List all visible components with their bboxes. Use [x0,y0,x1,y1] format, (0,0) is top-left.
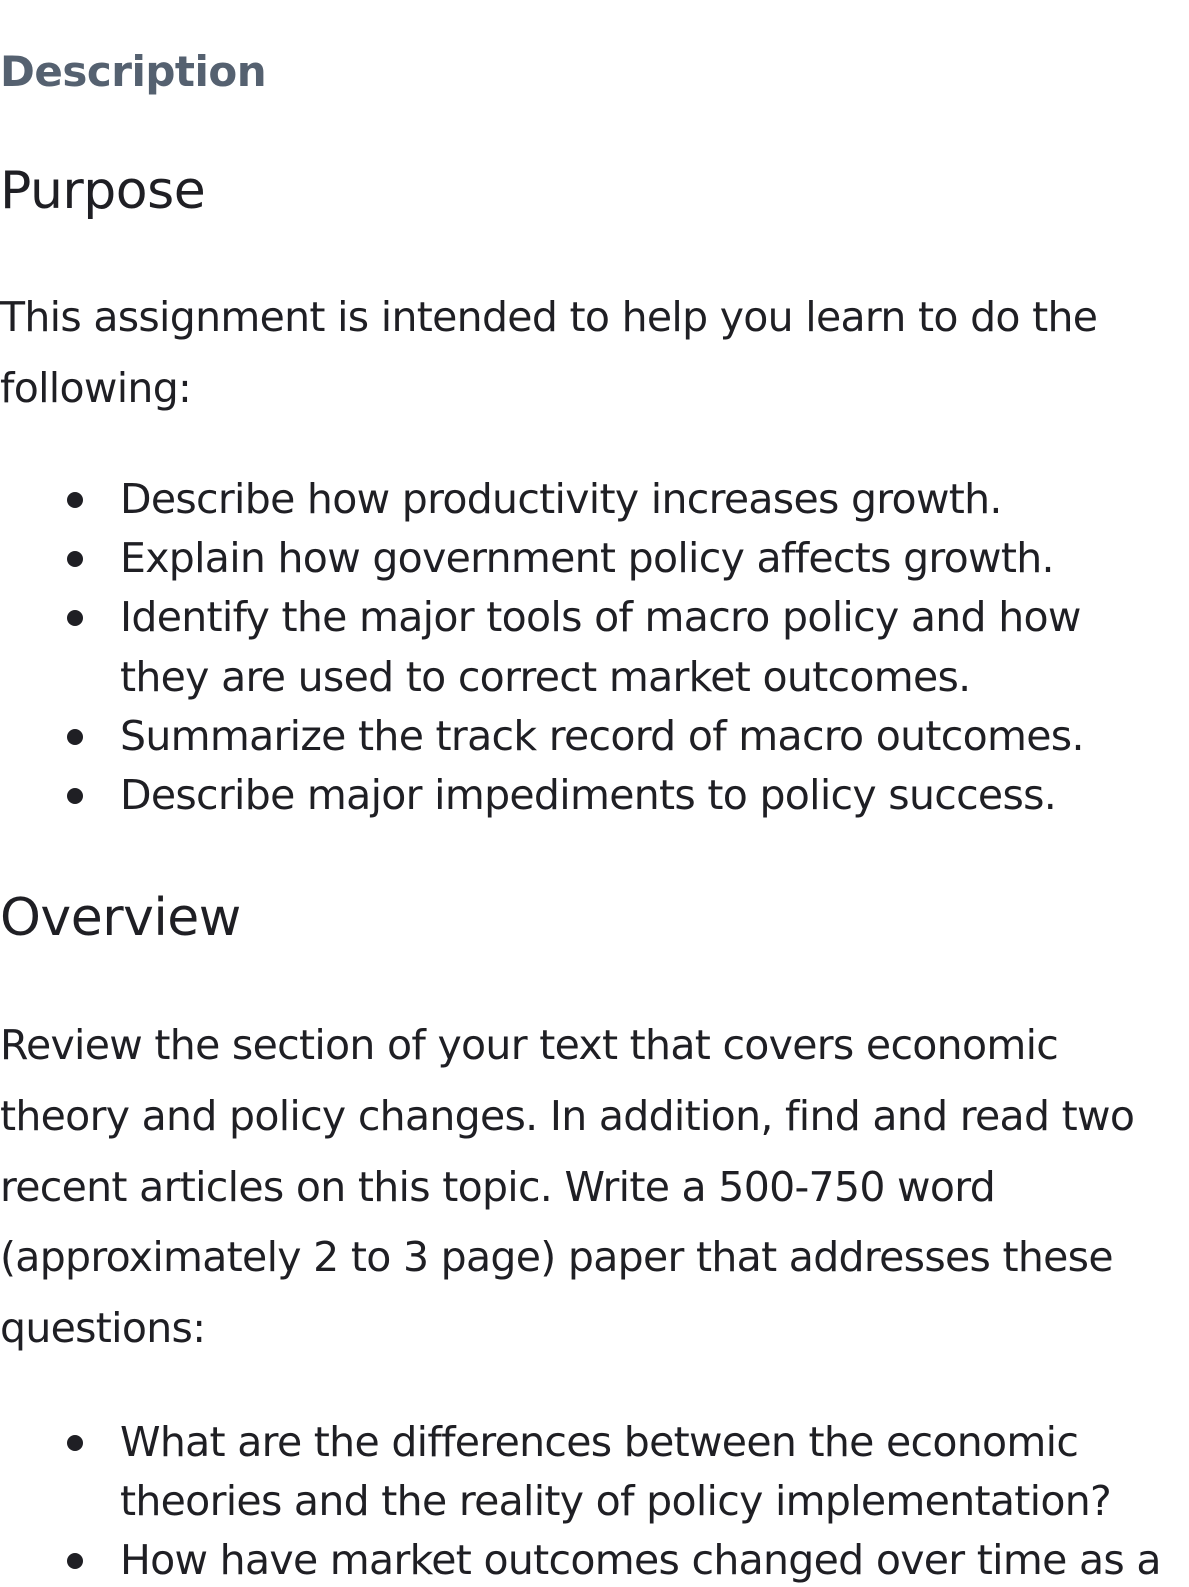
list-item [0,529,1180,588]
section-label: Description [0,47,267,96]
bullet-icon [67,1553,83,1569]
objective-text: Explain how government policy affects growth. [120,534,1054,583]
bullet-icon [67,788,83,804]
objective-text: Describe major impediments to policy success. [120,771,1057,820]
objective-text: Identify the major tools of macro policy and how they are used to correct market outcomes. [120,593,1081,701]
bullet-icon [67,1435,83,1451]
bullet-icon [67,610,83,626]
overview-heading: Overview [0,888,241,948]
list-item [0,707,1180,766]
purpose-heading: Purpose [0,161,206,221]
list-item [0,588,1180,706]
list-item [0,1531,1180,1587]
question-text: What are the differences between the economic theories and the reality of policy implementation? [120,1418,1112,1526]
objective-text: Describe how productivity increases growth. [120,475,1002,523]
bullet-icon [67,492,83,508]
overview-body: Review the section of your text that covers economic theory and policy changes. In addition, find and read two recent articles on this topic. Write a 500-750 word (approximately 2 to 3 page) paper that addresses these questions: [0,1021,1135,1353]
questions-list [0,1413,1180,1587]
question-text: How have market outcomes changed over time as a [120,1536,1161,1585]
list-item [0,766,1180,825]
list-item [0,1413,1180,1531]
bullet-icon [67,551,83,567]
objective-text: Summarize the track record of macro outcomes. [120,711,1084,760]
purpose-intro: This assignment is intended to help you learn to do the following: [0,293,1098,412]
list-item [0,470,1180,529]
objectives-list [0,470,1180,825]
bullet-icon [67,729,83,745]
